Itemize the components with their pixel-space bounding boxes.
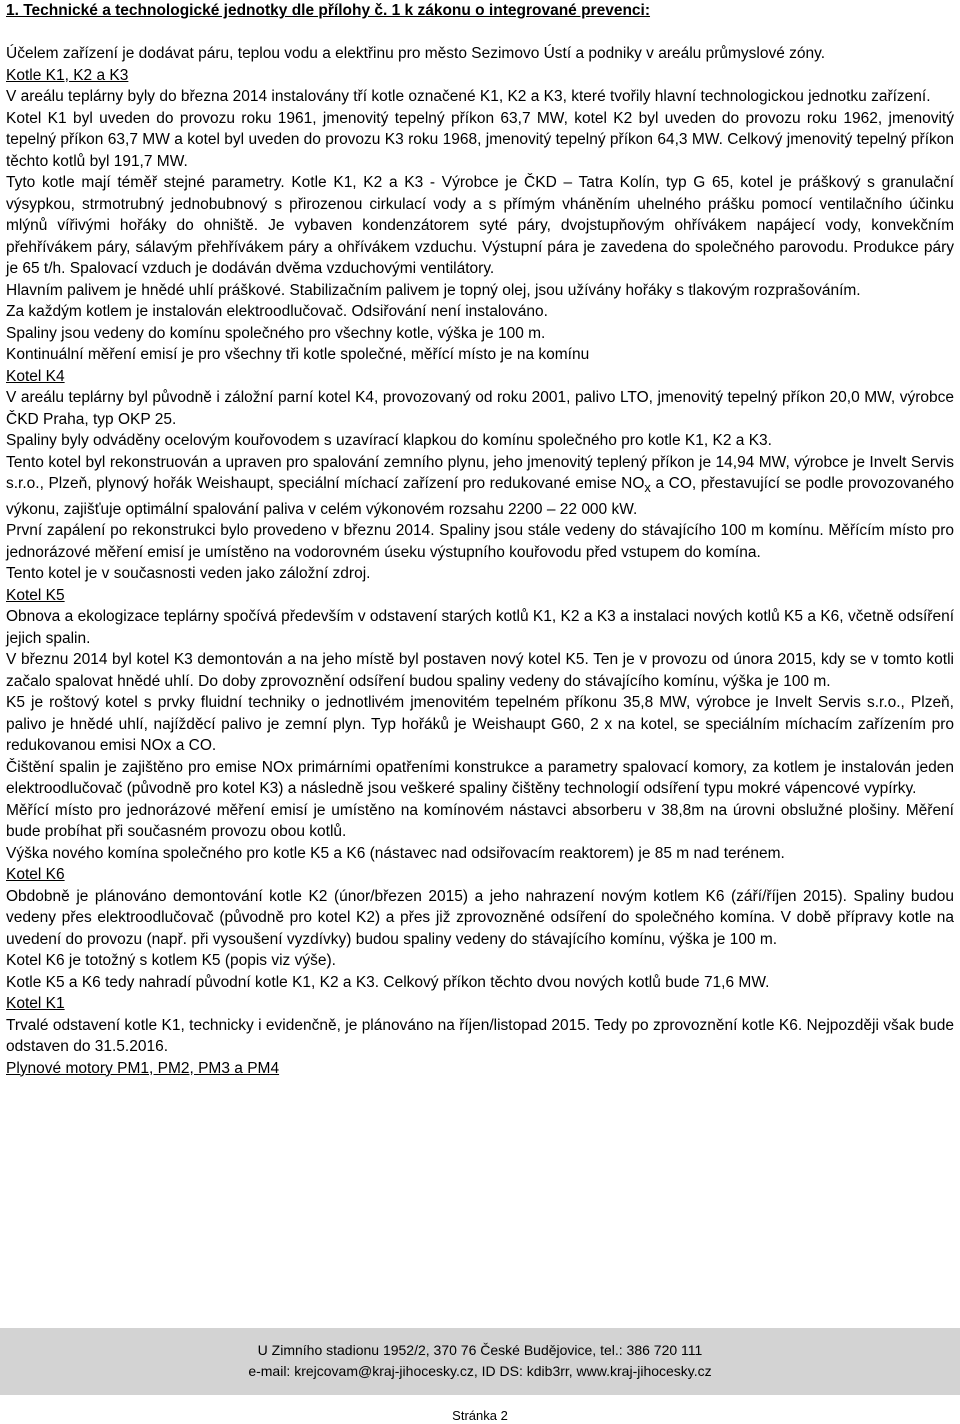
paragraph: Za každým kotlem je instalován elektroodlučovač. Odsiřování není instalováno. bbox=[6, 303, 548, 320]
paragraph: Obnova a ekologizace teplárny spočívá především v odstavení starých kotlů K1, K2 a K3 a instalaci nových kotlů K5 a K6, včetně odsíření jejich spalin. bbox=[6, 608, 954, 647]
footer-address: U Zimního stadionu 1952/2, 370 76 České Budějovice, tel.: 386 720 111 bbox=[257, 1342, 703, 1358]
paragraph: V areálu teplárny byly do března 2014 instalovány tří kotle označené K1, K2 a K3, které tvořily hlavní technologickou jednotku zařízení. bbox=[6, 88, 931, 105]
paragraph: Tyto kotle mají téměř stejné parametry. Kotle K1, K2 a K3 - Výrobce je ČKD – Tatra Kolín, typ G 65, kotel je práškový s granulační výsypkou, strmotrubný jednobubnový s přirozenou cirkulací vody a s přímým vháněním uhelného prášku pomocí ventilačního účinku mlýnů vířivými hořáky do ohniště. Je vybaven kondenzátorem syté páry, dvojstupňovým ohřívákem napájecí vody, konvekčním přehřívákem páry, sálavým přehřívákem páry a ohřívákem vzduchu. Výstupní pára je zavedena do společného parovodu. Produkce páry je 65 t/h. Spalovací vzduch je dodáván dvěma vzduchovými ventilátory. bbox=[6, 174, 954, 277]
paragraph: Spaliny jsou vedeny do komínu společného pro všechny kotle, výška je 100 m. bbox=[6, 324, 546, 342]
paragraph: První zapálení po rekonstrukci bylo provedeno v březnu 2014. Spaliny jsou stále vedeny do stávajícího 100 m komínu. Měřícím místo pro jednorázové měření emisí je umístěno na vodorovném úseku výstupního kouřovodu před vstupem do komína. bbox=[6, 522, 954, 561]
paragraph: Měřící místo pro jednorázové měření emisí je umístěno na komínovém nástavci absorberu v 38,8m na úrovni obslužné plošiny. Měření bude probíhat při současném provozu obou kotlů. bbox=[6, 801, 954, 841]
page-footer bbox=[0, 1328, 960, 1395]
paragraph: K5 je roštový kotel s prvky fluidní techniky o jednotlivém jmenovitém tepelném příkonu 35,8 MW, výrobce je Invelt Servis s.r.o., Plzeň, palivo je hnědé uhlí, najížděcí palivo je zemní plyn. Typ hořáků je Weishaupt G60, 2 x na kotel, se speciálním míchacím zařízením pro redukovanou emisi NOx a CO. bbox=[6, 694, 954, 755]
intro-paragraph: Účelem zařízení je dodávat páru, teplou vodu a elektřinu pro město Sezimovo Ústí a podniky v areálu průmyslové zóny. bbox=[6, 45, 826, 62]
paragraph: Kotle K5 a K6 tedy nahradí původní kotle K1, K2 a K3. Celkový příkon těchto dvou nových kotlů bude 71,6 MW. bbox=[6, 973, 770, 991]
page-number: Stránka 2 bbox=[452, 1408, 508, 1423]
subsection-title-pm: Plynové motory PM1, PM2, PM3 a PM4 bbox=[6, 1059, 280, 1077]
paragraph: Kotel K6 je totožný s kotlem K5 (popis viz výše). bbox=[6, 952, 336, 970]
paragraph: Spaliny byly odváděny ocelovým kouřovodem s uzavírací klapkou do komínu společného pro kotle K1, K2 a K3. bbox=[6, 432, 772, 449]
section-heading: 1. Technické a technologické jednotky dle přílohy č. 1 k zákonu o integrované prevenci: bbox=[6, 2, 651, 19]
text-run: a CO, přestavující se podle provozovaného výkonu, zajišťuje optimální spalování paliva v celém výkonovém rozsahu 2200 – 22 000 kW. bbox=[6, 475, 955, 518]
subscript: x bbox=[644, 480, 651, 496]
text-run: Tento kotel byl rekonstruován a upraven pro spalování zemního plynu, jeho jmenovitý teplený příkon je 14,94 MW, výrobce je Invelt Servis s.r.o., Plzeň, plynový hořák Weishaupt, speciální míchací zařízení pro redukované emise NO bbox=[6, 453, 954, 492]
paragraph: Hlavním palivem je hnědé uhlí práškové. Stabilizačním palivem je topný olej, jsou užívány hořáky s tlakovým rozprašováním. bbox=[6, 281, 861, 299]
paragraph: Kontinuální měření emisí je pro všechny tři kotle společné, měřící místo je na komínu bbox=[6, 346, 590, 363]
subsection-title-k1: Kotel K1 bbox=[6, 995, 65, 1013]
footer-contact: e-mail: krejcovam@kraj-jihocesky.cz, ID DS: kdib3rr, www.kraj-jihocesky.cz bbox=[248, 1363, 712, 1379]
paragraph: Čištění spalin je zajištěno pro emise NOx primárními opatřeními konstrukce a parametry spalovací komory, za kotlem je instalován jeden elektroodlučovač (původně pro kotel K3) a následně jsou veškeré spaliny čištěny technologií odsíření typu mokré vápencové vypírky. bbox=[6, 758, 954, 798]
subsection-title-k123: Kotle K1, K2 a K3 bbox=[6, 66, 129, 84]
paragraph: Obdobně je plánováno demontování kotle K2 (únor/březen 2015) a jeho nahrazení novým kotlem K6 (září/říjen 2015). Spaliny budou vedeny přes elektroodlučovač (původně pro kotel K2) a přes již zprovozněné odsíření do společného komína. V době přípravy kotle na uvedení do provozu (např. při vysoušení vyzdívky) budou spaliny vedeny do stávajícího komínu, výška je 100 m. bbox=[6, 887, 954, 948]
paragraph: V areálu teplárny byl původně i záložní parní kotel K4, provozovaný od roku 2001, palivo LTO, jmenovitý tepelný příkon 20,0 MW, výrobce ČKD Praha, typ OKP 25. bbox=[6, 389, 954, 428]
paragraph: Tento kotel je v současnosti veden jako záložní zdroj. bbox=[6, 565, 371, 583]
spacer bbox=[6, 22, 954, 44]
paragraph: V březnu 2014 byl kotel K3 demontován a na jeho místě byl postaven nový kotel K5. Ten je v provozu od února 2015, kdy se v tomto kotli začalo spalovat hnědé uhlí. Do doby zprovoznění odsíření budou spaliny vedeny do stávajícího komínu, výška je 100 m. bbox=[6, 651, 954, 690]
subsection-title-k6: Kotel K6 bbox=[6, 866, 65, 884]
paragraph: Trvalé odstavení kotle K1, technicky i evidenčně, je plánováno na říjen/listopad 2015. Tedy po zprovoznění kotle K6. Nejpozději však bude odstaven do 31.5.2016. bbox=[6, 1016, 954, 1056]
paragraph bbox=[6, 452, 954, 521]
paragraph: Výška nového komína společného pro kotle K5 a K6 (nástavec nad odsiřovacím reaktorem) je 85 m nad terénem. bbox=[6, 844, 785, 862]
subsection-title-k5: Kotel K5 bbox=[6, 586, 65, 604]
subsection-title-k4: Kotel K4 bbox=[6, 367, 65, 385]
paragraph: Kotel K1 byl uveden do provozu roku 1961, jmenovitý tepelný příkon 63,7 MW, kotel K2 byl uveden do provozu roku 1962, jmenovitý tepelný příkon 63,7 MW a kotel byl uveden do provozu K3 roku 1968, jmenovitý tepelný příkon 64,3 MW. Celkový jmenovitý tepelný příkon těchto kotlů byl 191,7 MW. bbox=[6, 109, 954, 170]
document-body bbox=[6, 0, 954, 1079]
